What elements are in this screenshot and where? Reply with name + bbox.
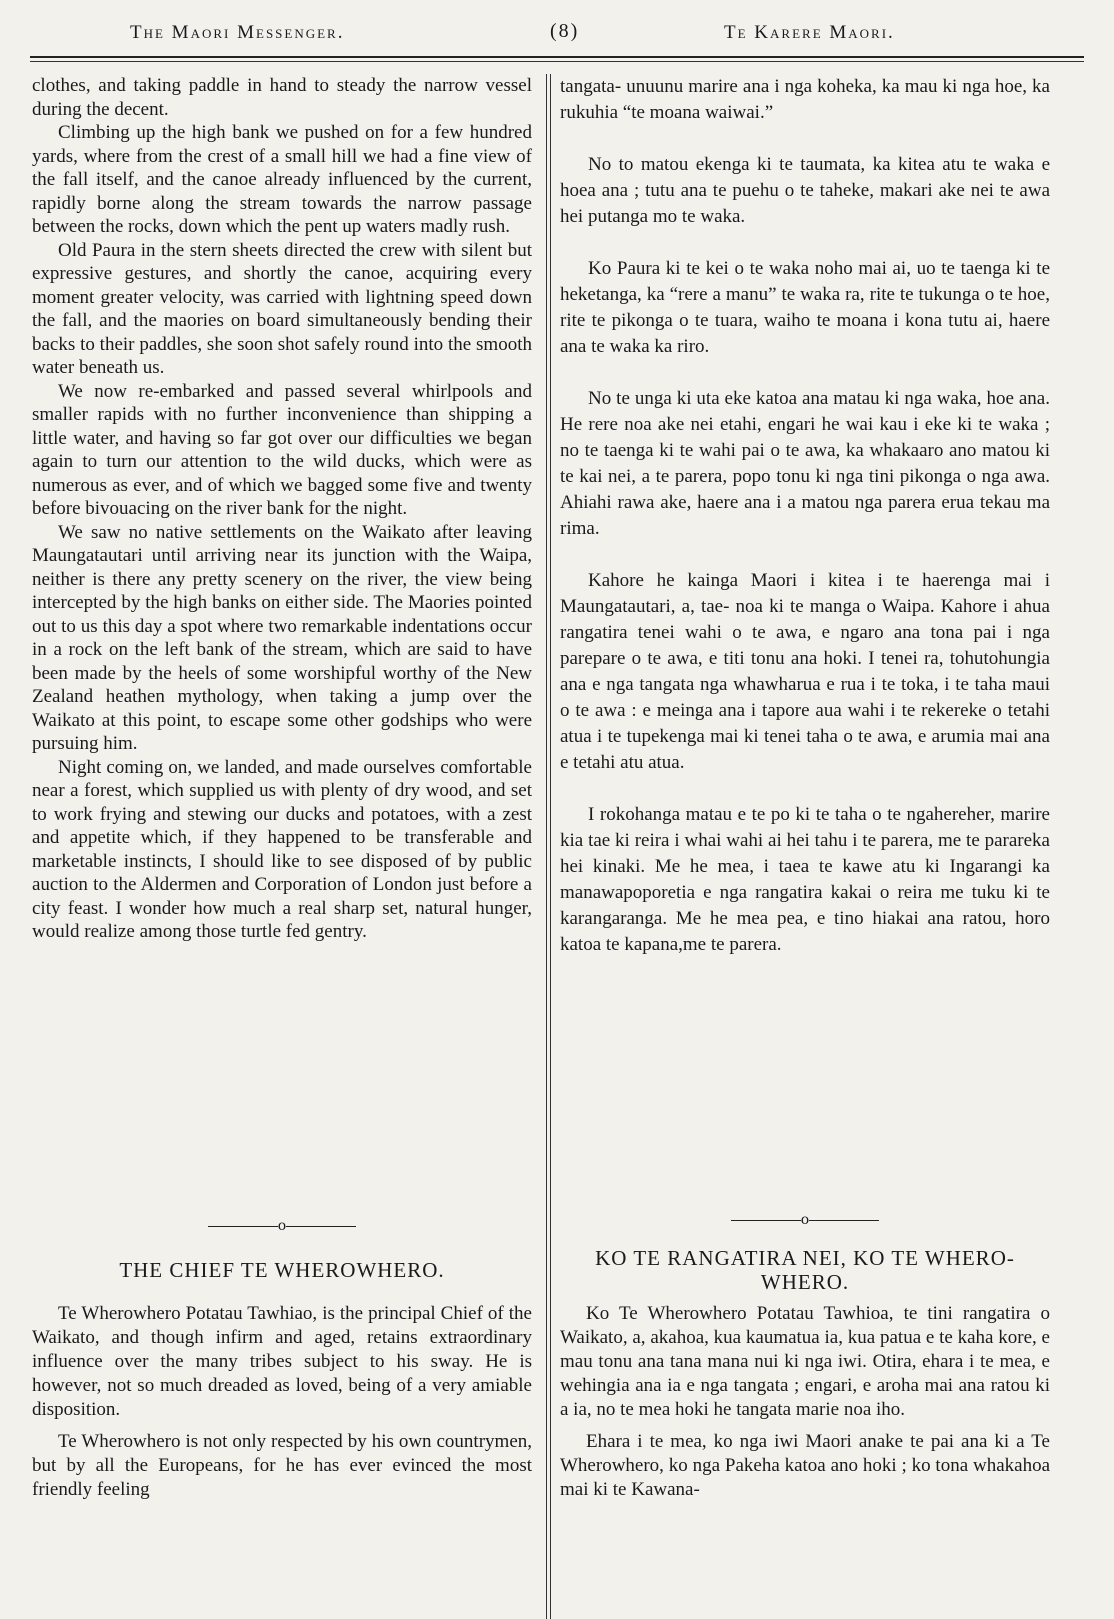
article-paragraph: Ehara i te mea, ko nga iwi Maori anake te pai ana ki a Te Wherowhero, ko nga Pakeha katoa ano hoki ; ko tona whakahoa mai ki te Kawana- (560, 1431, 1050, 1500)
article-paragraph: Te Wherowhero is not only respected by his own countrymen, but by all the Europeans, for he has ever evinced the most friendly feeling (32, 1431, 532, 1500)
right-column-text (560, 74, 1050, 984)
masthead-maori-title: Te Karere Maori. (724, 22, 895, 43)
right-paragraph: No to matou ekenga ki te taumata, ka kitea atu te waka e hoea ana ; tutu ana te puehu o te taheke, makari ake nei te awa hei putanga mo te waka. (560, 154, 1050, 227)
right-paragraph: Ko Paura ki te kei o te waka noho mai ai, uo te taenga ki te heketanga, ka “rere a manu” te waka ra, rite te tukunga o te hoe, rite te pikonga o te tuara, waiho te moana i kona tutu ai, haere ana te waka ka riro. (560, 258, 1050, 357)
right-paragraph: I rokohanga matau e te po ki te taha o te ngahereher, marire kia tae ki reira i whai wahi ai hei tahu i te parera, me te parareka hei kinaki. Me he mea, i taea te kawe atu ki Ingarangi ka manawapoporetia e nga rangatira kakai o reira me tuku ki te karangaranga. Me he mea pea, e tino hiakai ana ratou, horo katoa te kapana,me te parera. (560, 804, 1050, 955)
column-divider (546, 74, 551, 1619)
page-number: (8) (550, 20, 580, 42)
article-paragraph: Ko Te Wherowhero Potatau Tawhioa, te tini rangatira o Waikato, a, akahoa, kua kaumatua ia, kua patua e te kaha kore, e mau tonu ana tana mana nui ki nga iwi. Otira, ehara i te mea, e wehingia ana ia e nga tangata ; engari, e aroha mai ana ratou ki a ia, no te mea hoki he tangata marie noa iho. (560, 1303, 1050, 1420)
masthead-english-title: The Maori Messenger. (130, 22, 345, 43)
right-paragraph: tangata- unuunu marire ana i nga koheka, ka mau ki nga hoe, ka rukuhia “te moana waiwai.” (560, 76, 1050, 123)
left-column-text (32, 74, 532, 944)
article-headline-maori: KO TE RANGATIRA NEI, KO TE WHERO-WHERO. (595, 1246, 1015, 1294)
article-body-english (32, 1302, 532, 1510)
left-paragraph: Old Paura in the stern sheets directed the crew with silent but expressive gestures, and shortly the canoe, acquiring every moment greater velocity, was carried with lightning speed down the fall, and the maories on board simultaneously bending their backs to their paddles, she soon shot safely round into the smooth water beneath us. (32, 239, 532, 378)
masthead (30, 18, 1084, 52)
article-paragraph: Te Wherowhero Potatau Tawhiao, is the principal Chief of the Waikato, and though infirm and aged, retains extraordinary influence over the many tribes subject to his sway. He is however, not so much dreaded as loved, being of a very amiable disposition. (32, 1303, 532, 1420)
header-rule-thin (30, 61, 1084, 62)
left-paragraph: Climbing up the high bank we pushed on for a few hundred yards, where from the crest of a small hill we had a fine view of the fall itself, and the canoe already influenced by the current, rapidly borne along the stream towards the narrow passage between the rocks, down which the pent up waters madly rush. (32, 122, 532, 237)
section-separator-right: o (560, 1212, 1050, 1228)
left-paragraph: We now re-embarked and passed several whirlpools and smaller rapids with no further inconvenience than shipping a little water, and having so far got over our difficulties we began again to turn our attention to the wild ducks, which were as numerous as ever, and of which we bagged some five and twenty before bivouacing on the river bank for the night. (32, 380, 532, 519)
left-paragraph: We saw no native settlements on the Waikato after leaving Maungatautari until arriving near its junction with the Waipa, neither is there any pretty scenery on the river, the view being intercepted by the high banks on either side. The Maories pointed out to us this day a spot where two remarkable indentations occur in a rock on the left bank of the stream, which are said to have been made by the heels of some worshipful worthy of the New Zealand heathen mythology, when taking a jump over the Waikato at this point, to escape some other godships who were pursuing him. (32, 521, 532, 754)
section-separator-left: o (32, 1218, 532, 1234)
article-body-maori (560, 1302, 1050, 1510)
right-paragraph: No te unga ki uta eke katoa ana matau ki nga waka, hoe ana. He rere noa ake nei etahi, engari he wai kau i eke ki te waka ; no te taenga ki te wahi pai o te awa, ka whakaaro ano matou ki te kai nei, a te parera, popo tonu ki nga tini pikonga o nga awa. Ahiahi rawa ake, haere ana i a matou nga parera erua tekau ma rima. (560, 388, 1050, 539)
article-headline-english: THE CHIEF TE WHEROWHERO. (119, 1258, 445, 1282)
right-paragraph: Kahore he kainga Maori i kitea i te haerenga mai i Maungatautari, a, tae- noa ki te manga o Waipa. Kahore i ahua rangatira tenei wahi o te awa, e ngaro ana tona pai i nga parepare o te awa, e titi tonu ana hoki. I tenei ra, tohutohungia ana e nga tangata nga whawharua e rua i te toka, i te taha maui o te awa : e meinga ana i tapore aua wahi i te rekereke o tetahi atua i te tupekenga mai ki tenei taha o te awa, e arumia mai ana e tetahi atu atua. (560, 570, 1050, 773)
left-paragraph: Night coming on, we landed, and made ourselves comfortable near a forest, which supplied us with plenty of dry wood, and set to work frying and stewing our ducks and potatoes, with a zest and appetite which, if they happened to be transferable and marketable instincts, I should like to see disposed of by public auction to the Aldermen and Corporation of London just before a city feast. I wonder how much a real sharp set, natural hunger, would realize among those turtle fed gentry. (32, 756, 532, 942)
left-paragraph: clothes, and taking paddle in hand to steady the narrow vessel during the decent. (32, 75, 532, 120)
header-rule (30, 56, 1084, 58)
